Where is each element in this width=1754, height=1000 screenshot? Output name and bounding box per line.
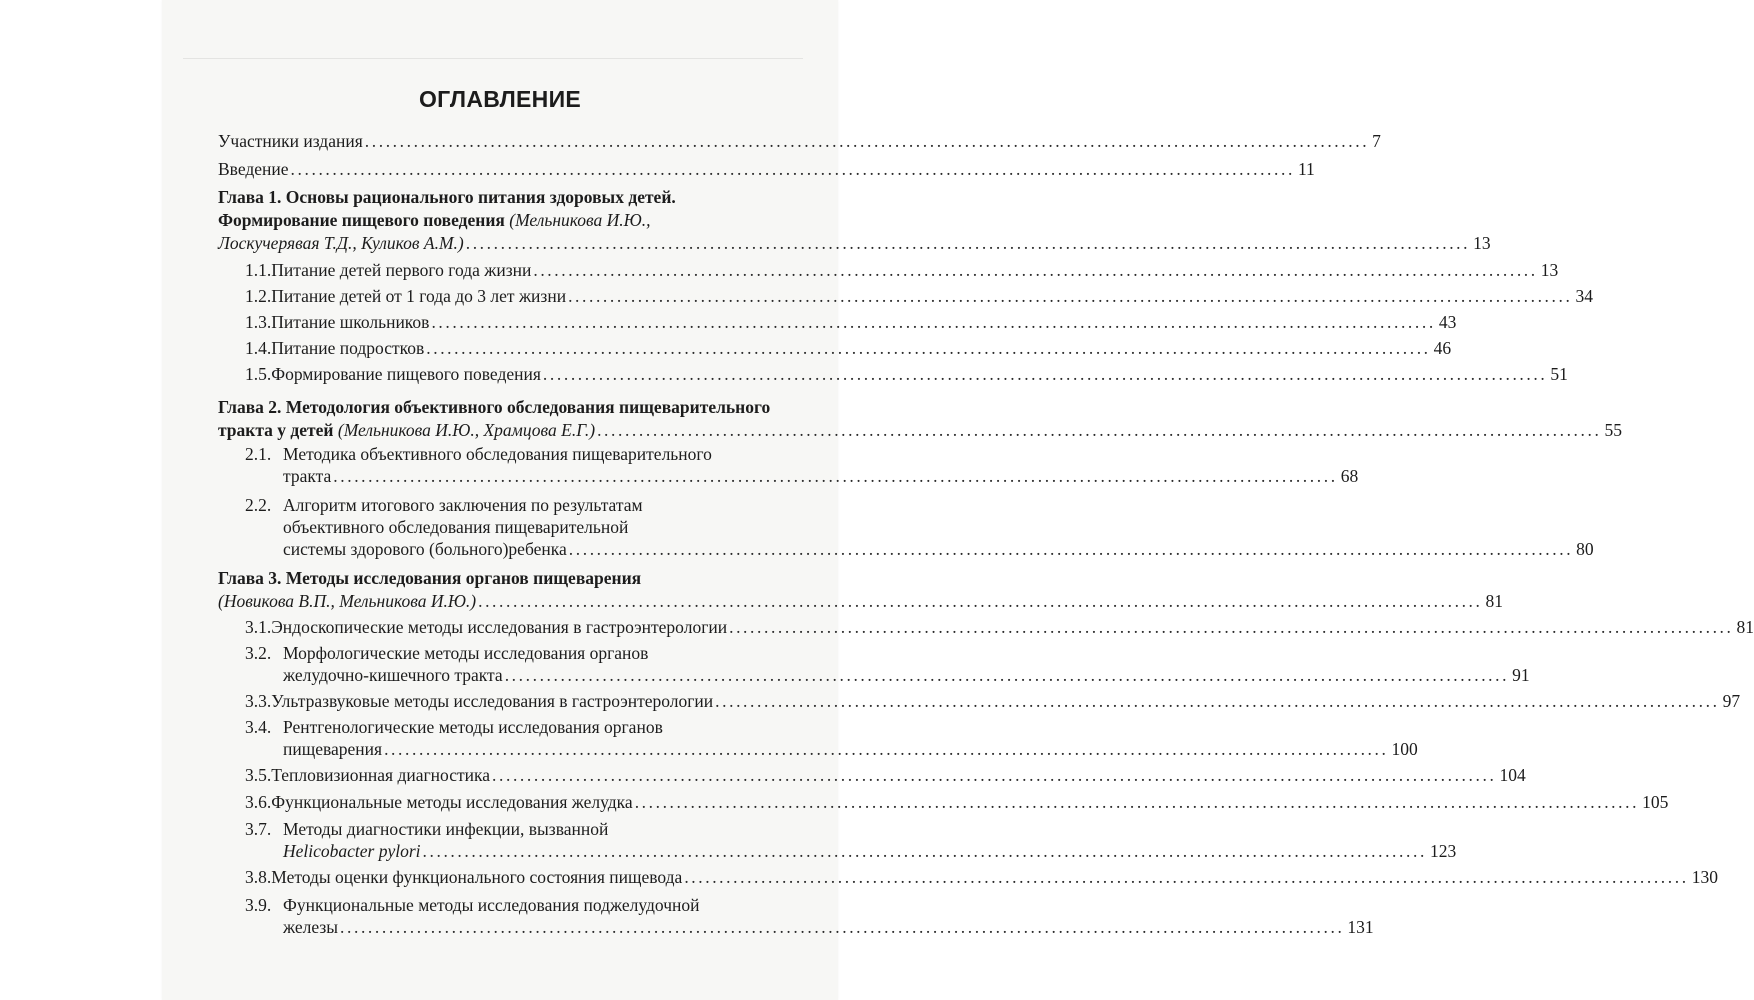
toc-entry-1-1[interactable]	[245, 259, 1559, 281]
section-number: 2.1.	[245, 444, 272, 464]
entry-page: 97	[1722, 691, 1741, 711]
toc-entry-3-9[interactable]	[283, 916, 1374, 938]
entry-page: 43	[1438, 312, 1457, 332]
toc-entry-intro[interactable]	[218, 158, 1315, 180]
toc-entry-3-6[interactable]	[245, 791, 1669, 813]
entry-text: Введение	[218, 159, 289, 179]
entry-page: 100	[1391, 739, 1418, 759]
entry-page: 105	[1642, 792, 1669, 812]
toc-entry-3-1[interactable]	[245, 616, 1754, 638]
leader-dots: ................................................................................................................................................	[568, 286, 1573, 306]
toc-entry-1-3[interactable]	[245, 311, 1457, 333]
entry-page: 130	[1691, 867, 1718, 887]
leader-dots: ................................................................................................................................................	[422, 841, 1427, 861]
entry-text: Питание подростков	[271, 338, 425, 358]
toc-entry-1-2[interactable]	[245, 285, 1593, 307]
chapter-2-authors: (Мельникова И.Ю., Храмцова Е.Г.)	[337, 420, 596, 440]
entry-text: Методы оценки функционального состояния пищевода	[271, 867, 683, 887]
toc-entry-3-4-line-1[interactable]	[245, 716, 663, 738]
chapter-1-heading-line-2[interactable]	[218, 209, 650, 231]
entry-page: 34	[1575, 286, 1593, 306]
entry-text-cont: желудочно-кишечного тракта	[283, 665, 503, 685]
toc-entry-1-4[interactable]	[245, 337, 1452, 359]
section-number: 3.6.	[245, 792, 272, 812]
chapter-2-heading-line-1[interactable]: Глава 2. Методология объективного обследования пищеварительного	[218, 397, 771, 417]
toc-entry-2-2-line-1[interactable]	[245, 494, 643, 516]
leader-dots: ................................................................................................................................................	[364, 131, 1370, 151]
section-number: 3.4.	[245, 717, 272, 737]
entry-page: 46	[1433, 338, 1452, 358]
leader-dots: ................................................................................................................................................	[715, 691, 1720, 711]
entry-text: Формирование пищевого поведения	[271, 364, 541, 384]
toc-entry-3-2[interactable]	[283, 664, 1530, 686]
entry-text: Алгоритм итогового заключения по результатам	[283, 495, 643, 515]
leader-dots: ................................................................................................................................................	[533, 260, 1538, 280]
entry-text-cont: тракта	[283, 466, 332, 486]
entry-page: 55	[1604, 420, 1622, 440]
toc-entry-2-2[interactable]	[283, 538, 1594, 560]
leader-dots: ................................................................................................................................................	[568, 539, 1574, 559]
chapter-2-heading-cont: тракта у детей	[218, 420, 334, 440]
chapter-1-heading-cont: Формирование пищевого поведения	[218, 210, 505, 230]
toc-entry-3-2-line-1[interactable]	[245, 642, 648, 664]
entry-page: 68	[1340, 466, 1359, 486]
toc-entry-3-5[interactable]	[245, 764, 1526, 786]
toc-entry-1-5[interactable]	[245, 363, 1568, 385]
entry-text: Функциональные методы исследования поджелудочной	[283, 895, 700, 915]
entry-text: Питание школьников	[271, 312, 430, 332]
toc-entry-participants[interactable]	[218, 130, 1381, 152]
entry-page: 13	[1540, 260, 1559, 280]
section-number: 1.5.	[245, 364, 272, 384]
entry-page: 13	[1473, 233, 1491, 253]
entry-text: Участники издания	[218, 131, 363, 151]
entry-text-cont: Helicobacter pylori	[283, 841, 421, 861]
entry-text: Методика объективного обследования пищеварительного	[283, 444, 712, 464]
toc-entry-chapter-1[interactable]	[218, 232, 1491, 254]
entry-text: Эндоскопические методы исследования в гастроэнтерологии	[271, 617, 728, 637]
leader-dots: ................................................................................................................................................	[542, 364, 1548, 384]
section-number: 3.2.	[245, 643, 272, 663]
section-number: 1.1.	[245, 260, 272, 280]
leader-dots: ................................................................................................................................................	[340, 917, 1345, 937]
section-number: 1.3.	[245, 312, 272, 332]
leader-dots: ................................................................................................................................................	[384, 739, 1389, 759]
leader-dots: ................................................................................................................................................	[729, 617, 1734, 637]
toc-entry-3-7[interactable]	[283, 840, 1457, 862]
entry-text: Питание детей от 1 года до 3 лет жизни	[271, 286, 567, 306]
entry-text: Функциональные методы исследования желудка	[271, 792, 633, 812]
chapter-1-heading-line-1[interactable]: Глава 1. Основы рационального питания здоровых детей.	[218, 187, 676, 207]
chapter-1-authors-2: Лоскучерявая Т.Д., Куликов А.М.)	[218, 233, 464, 253]
leader-dots: ................................................................................................................................................	[597, 420, 1602, 440]
leader-dots: ................................................................................................................................................	[634, 792, 1640, 812]
section-number: 3.3.	[245, 691, 272, 711]
section-number: 3.7.	[245, 819, 272, 839]
toc-entry-3-4[interactable]	[283, 738, 1418, 760]
leader-dots: ................................................................................................................................................	[504, 665, 1510, 685]
entry-page: 80	[1576, 539, 1594, 559]
leader-dots: ................................................................................................................................................	[426, 338, 1431, 358]
leader-dots: ................................................................................................................................................	[492, 765, 1497, 785]
leader-dots: ................................................................................................................................................	[478, 591, 1483, 611]
entry-page: 81	[1736, 617, 1754, 637]
leader-dots: ................................................................................................................................................	[431, 312, 1436, 332]
entry-text-cont: системы здорового (больного)ребенка	[283, 539, 567, 559]
entry-text-cont: железы	[283, 917, 339, 937]
section-number: 3.5.	[245, 765, 272, 785]
section-number: 1.4.	[245, 338, 272, 358]
chapter-3-heading[interactable]: Глава 3. Методы исследования органов пищеварения	[218, 568, 642, 588]
leader-dots: ................................................................................................................................................	[465, 233, 1471, 253]
entry-page: 51	[1550, 364, 1568, 384]
entry-page: 11	[1297, 159, 1315, 179]
toc-entry-2-2-line-2[interactable]: объективного обследования пищеварительной	[283, 517, 629, 537]
section-number: 3.1.	[245, 617, 272, 637]
chapter-1-authors-1: (Мельникова И.Ю.,	[509, 210, 651, 230]
leader-dots: ................................................................................................................................................	[333, 466, 1338, 486]
toc-entry-chapter-2[interactable]	[218, 419, 1622, 441]
entry-text: Питание детей первого года жизни	[271, 260, 532, 280]
toc-entry-3-3[interactable]	[245, 690, 1741, 712]
leader-dots: ................................................................................................................................................	[290, 159, 1295, 179]
toc-entry-3-9-line-1[interactable]	[245, 894, 700, 916]
entry-text: Тепловизионная диагностика	[271, 765, 491, 785]
toc-entry-3-7-line-1[interactable]	[245, 818, 608, 840]
entry-page: 7	[1372, 131, 1381, 151]
section-number: 3.8.	[245, 867, 272, 887]
section-number: 2.2.	[245, 495, 272, 515]
entry-page: 104	[1499, 765, 1526, 785]
entry-text: Рентгенологические методы исследования органов	[283, 717, 663, 737]
entry-text: Методы диагностики инфекции, вызванной	[283, 819, 609, 839]
entry-page: 123	[1429, 841, 1457, 861]
toc-entry-2-1[interactable]	[283, 465, 1359, 487]
page-title: ОГЛАВЛЕНИЕ	[418, 86, 582, 112]
section-number: 1.2.	[245, 286, 272, 306]
chapter-3-authors: (Новикова В.П., Мельникова И.Ю.)	[218, 591, 477, 611]
entry-page: 91	[1512, 665, 1530, 685]
entry-text-cont: пищеварения	[283, 739, 383, 759]
entry-page: 81	[1485, 591, 1504, 611]
toc-entry-3-8[interactable]	[245, 866, 1718, 888]
leader-dots: ................................................................................................................................................	[684, 867, 1689, 887]
section-number: 3.9.	[245, 895, 272, 915]
entry-text: Ультразвуковые методы исследования в гастроэнтерологии	[271, 691, 714, 711]
entry-page: 131	[1347, 917, 1374, 937]
chapter-2-heading-line-2-wrap	[218, 419, 595, 441]
toc-entry-chapter-3[interactable]	[218, 590, 1504, 612]
toc-entry-2-1-line-1[interactable]	[245, 443, 712, 465]
entry-text: Морфологические методы исследования органов	[283, 643, 649, 663]
